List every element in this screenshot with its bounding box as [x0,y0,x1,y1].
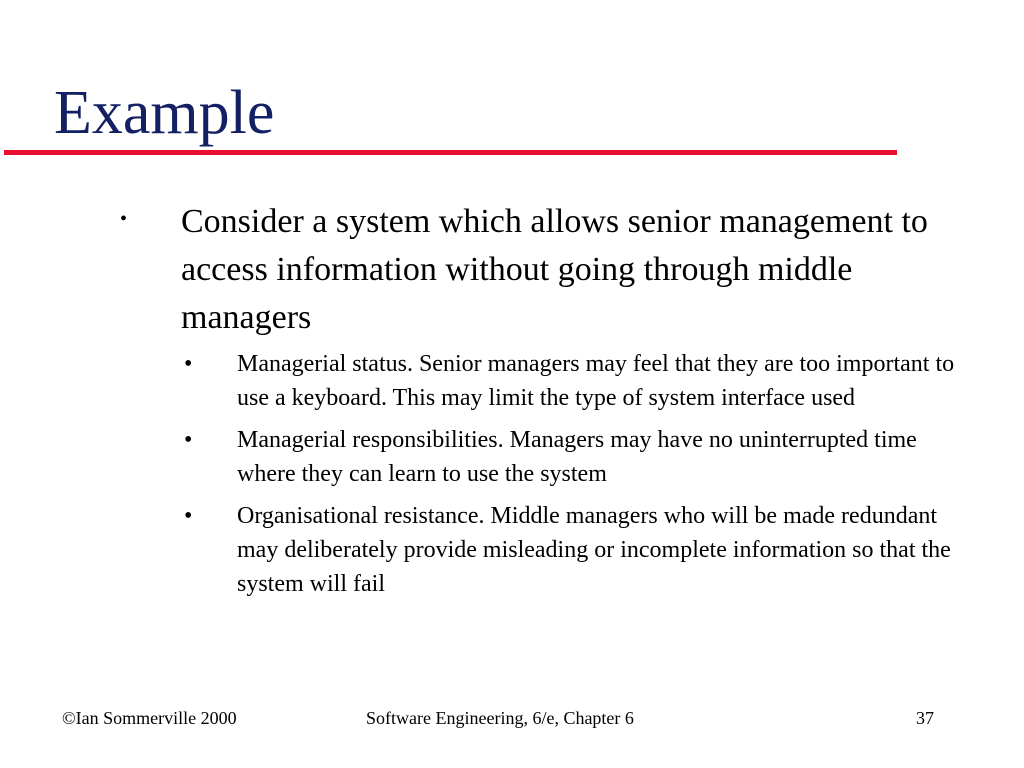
footer-book-title: Software Engineering, 6/e, Chapter 6 [366,708,634,728]
sub-bullet-dot: • [184,427,193,453]
main-bullet-text: Consider a system which allows senior management to access information without going through middle managers [181,203,928,336]
footer-copyright: ©Ian Sommerville 2000 [62,708,237,728]
sub-bullet-dot: • [184,351,193,377]
sub-bullet-item [184,347,984,415]
sub-bullet-item [184,423,984,491]
sub-bullet-text: Managerial status. Senior managers may feel that they are too important to use a keyboard. This may limit the type of system interface used [237,351,955,411]
sub-bullet-text: Managerial responsibilities. Managers may have no uninterrupted time where they can learn to use the system [237,427,917,487]
slide-title: Example [54,79,275,147]
sub-bullet-text: Organisational resistance. Middle managers who will be made redundant may deliberately provide misleading or incomplete information so that the system will fail [237,503,951,597]
title-underline-rule [4,150,897,155]
sub-bullet-dot: • [184,503,193,529]
sub-bullet-list [184,347,984,609]
footer-page-number: 37 [916,708,934,728]
main-bullet-dot: • [120,208,128,230]
sub-bullet-item [184,499,984,601]
